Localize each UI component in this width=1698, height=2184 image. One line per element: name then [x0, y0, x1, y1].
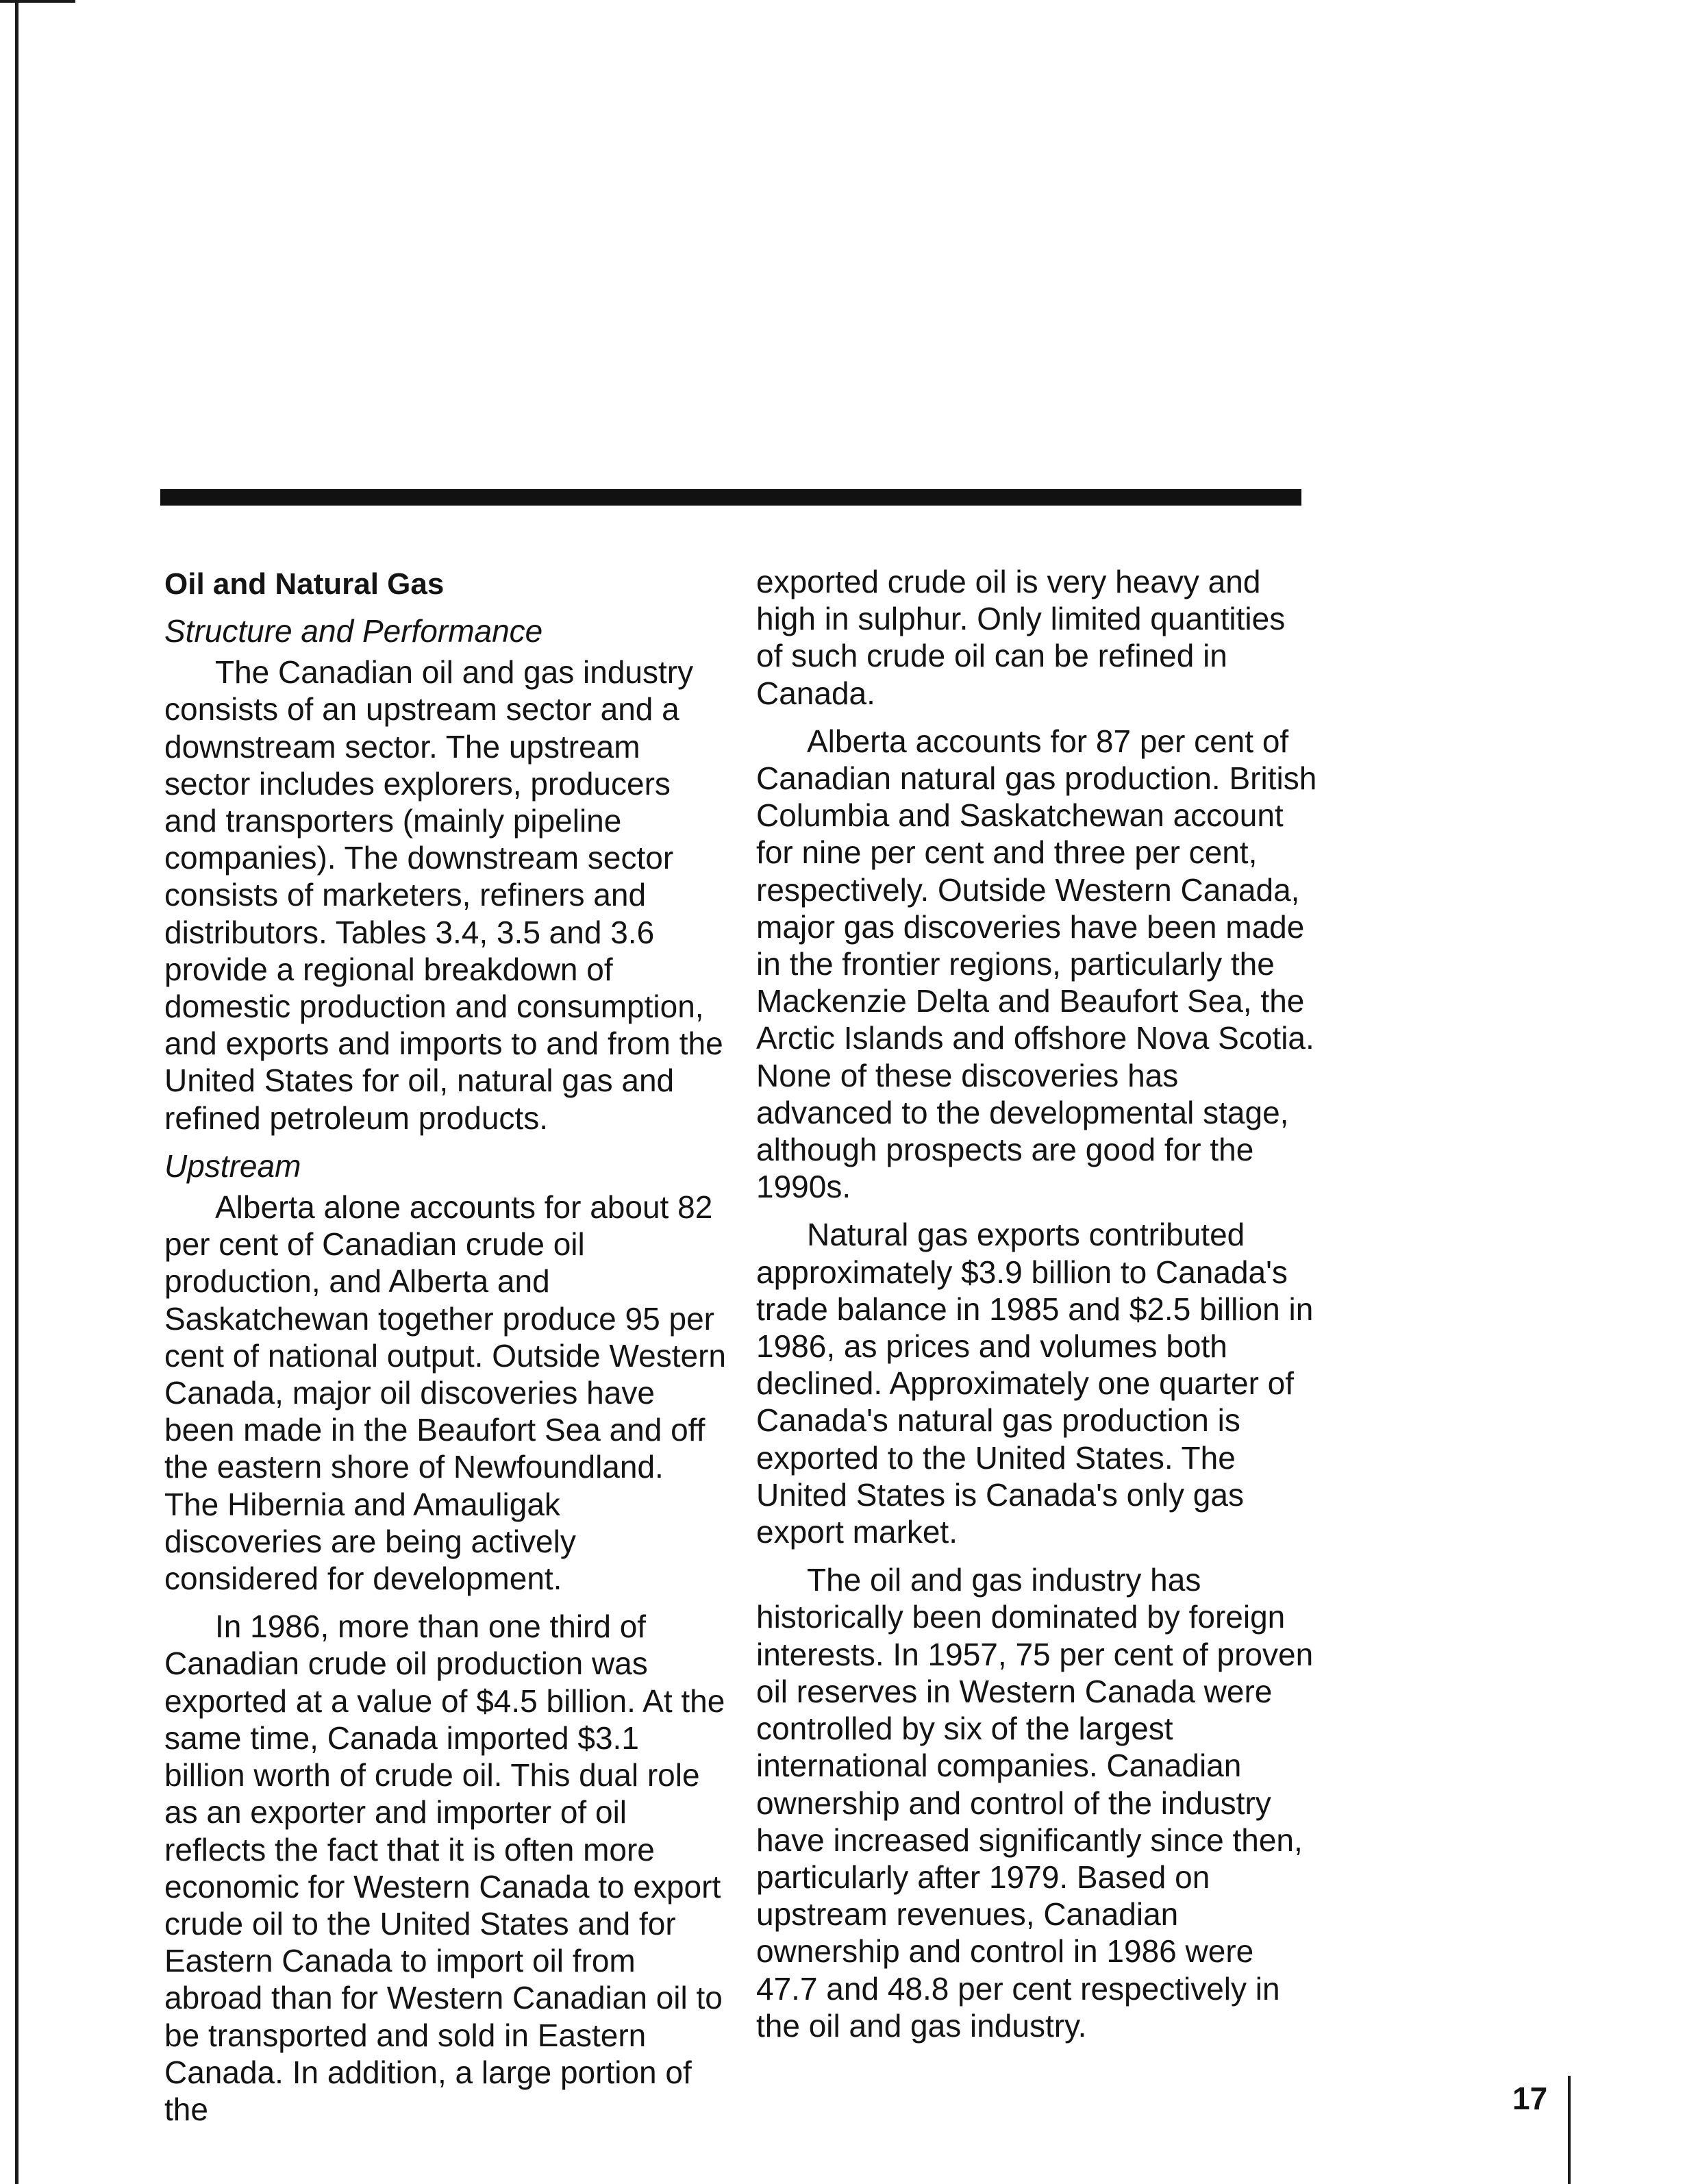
paragraph-foreign-ownership: The oil and gas industry has historically been dominated by foreign interests. In 1957, 75 per cent of proven oil reserves in Western Canada were controlled by six of the largest international companies. Canadian ownership and control of the industry have increased significantly since then, particularly after 1979. Based on upstream revenues, Canadian ownership and control in 1986 were 47.7 and 48.8 per cent respectively in the oil and gas industry. — [756, 1562, 1314, 2044]
left-column — [164, 566, 726, 2139]
subsection-structure-heading: Structure and Performance — [164, 613, 543, 649]
right-column — [756, 563, 1318, 2055]
page-edge-bar — [1568, 2076, 1571, 2184]
section-divider-rule — [160, 489, 1301, 506]
paragraph-natural-gas-production: Alberta accounts for 87 per cent of Canadian natural gas production. British Columbia and Saskatchewan account for nine per cent and three per cent, respectively. Outside Western Canada, major gas discoveries have been made in the frontier regions, particularly the Mackenzie Delta and Beaufort Sea, the Arctic Islands and offshore Nova Scotia. None of these discoveries has advanced to the developmental stage, although prospects are good for the 1990s. — [756, 723, 1317, 1205]
paragraph-alberta-crude: Alberta alone accounts for about 82 per cent of Canadian crude oil production, and Alberta and Saskatchewan together produce 95 per cent of national output. Outside Western Canada, major oil discoveries have been made in the Beaufort Sea and off the eastern shore of Newfoundland. The Hibernia and Amauligak discoveries are being actively considered for development. — [164, 1189, 726, 1597]
paragraph-heavy-crude-continued: exported crude oil is very heavy and high in sulphur. Only limited quantities of such crude oil can be refined in Canada. — [756, 564, 1286, 711]
paragraph-natural-gas-exports: Natural gas exports contributed approximately $3.9 billion to Canada's trade balance in 1985 and $2.5 billion in 1986, as prices and volumes both declined. Approximately one quarter of Canada's natural gas production is exported to the United States. The United States is Canada's only gas export market. — [756, 1217, 1314, 1550]
binding-edge-tick — [0, 0, 75, 3]
binding-edge-line — [15, 0, 18, 2184]
page-number: 17 — [1512, 2081, 1548, 2116]
section-title: Oil and Natural Gas — [164, 567, 445, 601]
paragraph-industry-structure: The Canadian oil and gas industry consists of an upstream sector and a downstream sector. The upstream sector includes explorers, producers and transporters (mainly pipeline companies). The downstream sector consists of marketers, refiners and distributors. Tables 3.4, 3.5 and 3.6 provide a regional breakdown of domestic production and consumption, and exports and imports to and from the United States for oil, natural gas and refined petroleum products. — [164, 654, 723, 1136]
paragraph-exports-imports: In 1986, more than one third of Canadian crude oil production was exported at a value of $4.5 billion. At the same time, Canada imported $3.1 billion worth of crude oil. This dual role as an exporter and importer of oil reflects the fact that it is often more economic for Western Canada to export crude oil to the United States and for Eastern Canada to import oil from abroad than for Western Canadian oil to be transported and sold in Eastern Canada. In addition, a large portion of the — [164, 1609, 725, 2127]
subsection-upstream-heading: Upstream — [164, 1147, 301, 1184]
